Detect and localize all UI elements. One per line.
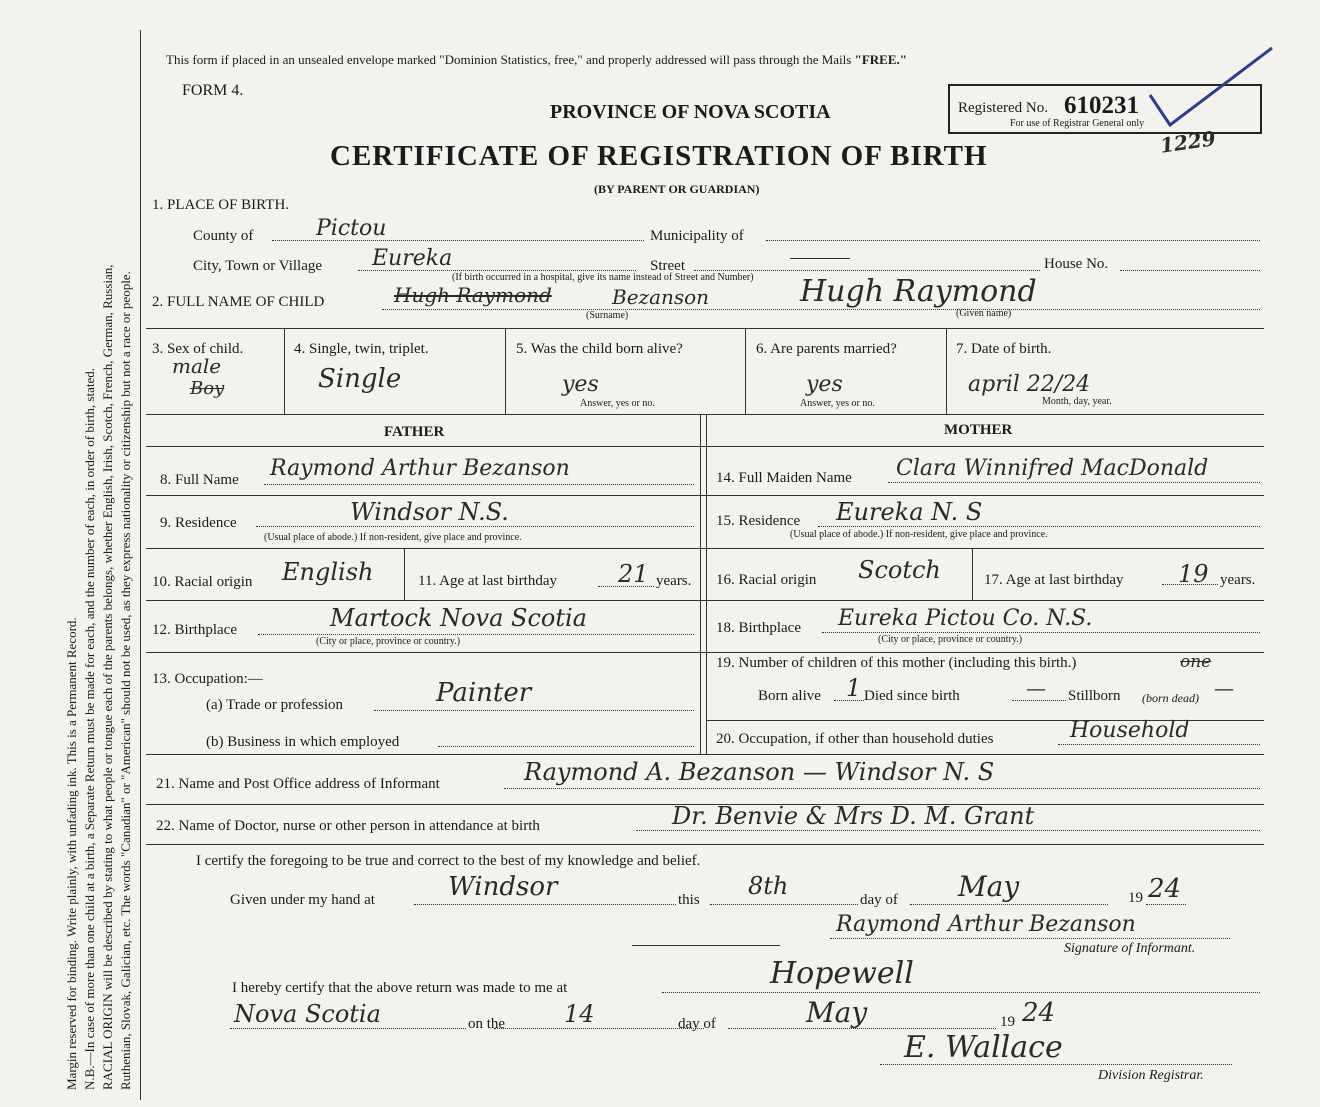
rule-p3 [146,600,1264,601]
rule-father-age [404,548,405,600]
binding-margin [0,0,140,1107]
rule-parents-divider [700,414,701,754]
county-value: Pictou [316,216,387,241]
mother-children-label: 19. Number of children of this mother (including this birth.) [716,655,1077,671]
single-label: 4. Single, twin, triplet. [294,341,429,357]
father-name-value: Raymond Arthur Bezanson [270,456,570,481]
rule-doctor [146,844,1264,845]
born-alive-value: 1 [846,674,862,702]
registrar-signature-field [880,1052,1232,1065]
sex-value: male [172,354,222,378]
father-birth-value: Martock Nova Scotia [330,604,587,632]
father-birth-label: 12. Birthplace [152,622,237,638]
given-day-value: 8th [748,872,789,900]
mother-age-label: 17. Age at last birthday [984,572,1124,588]
rule-v3 [745,328,746,414]
municipality-field [766,218,1260,241]
page-subtitle: (BY PARENT OR GUARDIAN) [594,182,760,196]
registrar-province-value: Nova Scotia [234,1000,381,1028]
registrar-day-field [494,1008,704,1029]
registrar-use-note: For use of Registrar General only [1010,118,1145,129]
father-res-label: 9. Residence [160,515,237,531]
hospital-note: (If birth occurred in a hospital, give its name instead of Street and Number) [452,272,754,283]
city-field [358,248,636,271]
died-label: Died since birth [864,688,960,704]
given-label: Given under my hand at [230,892,375,908]
mother-birth-note: (City or place, province or country.) [878,634,1023,645]
father-res-note: (Usual place of abode.) If non-resident, give place and province. [264,532,522,543]
mother-age-value: 19 [1178,560,1209,588]
certify-statement: I certify the foregoing to be true and correct to the best of my knowledge and belief. [196,853,701,869]
mother-age-years: years. [1220,572,1256,588]
father-age-years: years. [656,573,692,589]
mother-heading: MOTHER [944,422,1013,438]
registrar-place-field [662,972,1260,993]
given-year-field [1146,884,1186,905]
street-field [694,248,1040,271]
father-racial-value: English [282,558,374,586]
surname-note: (Surname) [586,310,629,321]
rule-p2 [146,548,1264,549]
mother-children-struck: one [1180,652,1212,672]
sex-struck: Boy [190,378,225,399]
rule-p4 [146,652,1264,653]
form-number: FORM 4. [182,82,244,99]
doctor-label: 22. Name of Doctor, nurse or other person in attendance at birth [156,818,540,834]
father-business-label: (b) Business in which employed [206,734,400,750]
province-heading: PROVINCE OF NOVA SCOTIA [550,101,831,123]
child-surname: Bezanson [612,285,710,309]
date-label: 7. Date of birth. [956,341,1052,357]
county-field [272,218,644,241]
rule-certify-divider [632,945,780,946]
margin-rule [140,30,141,1100]
mother-racial-value: Scotch [858,556,941,584]
registrar-day-value: 14 [564,1000,595,1028]
city-label: City, Town or Village [193,258,323,274]
street-dash [790,258,850,259]
rule-v4 [946,328,947,414]
informant-label: 21. Name and Post Office address of Informant [156,776,440,792]
registrar-statement: I hereby certify that the above return was made to me at [232,980,568,996]
registrar-mark: 1229 [1158,126,1218,158]
rule-parents-bottom [146,754,1264,755]
mother-occ-value: Household [1070,718,1190,743]
rule-parents-divider-2 [706,414,707,754]
doctor-value: Dr. Benvie & Mrs D. M. Grant [672,802,1035,830]
house-label: House No. [1044,256,1109,272]
child-name-struck: Hugh Raymond [394,283,552,307]
born-alive-label: Born alive [758,688,821,704]
registrar-place-value: Hopewell [770,956,914,991]
father-birth-note: (City or place, province or country.) [316,636,461,647]
check-mark-icon [1140,40,1280,140]
this-label: this [678,892,700,908]
municipality-label: Municipality of [650,228,744,244]
date-note: Month, day, year. [1042,396,1112,407]
mother-name-value: Clara Winnifred MacDonald [896,456,1209,481]
mother-res-note: (Usual place of abode.) If non-resident, give place and province. [790,529,1048,540]
mother-name-label: 14. Full Maiden Name [716,470,852,486]
stillborn-value: — [1214,676,1234,700]
registrar-month-value: May [806,996,868,1029]
registrar-year-value: 24 [1022,998,1056,1028]
registrar-sig-label: Division Registrar. [1098,1068,1204,1083]
rule-v1 [284,328,285,414]
mother-racial-label: 16. Racial origin [716,572,817,588]
father-age-label: 11. Age at last birthday [418,573,557,589]
mail-notice-text: This form if placed in an unsealed envelope marked "Dominion Statistics, free," and properly addressed will pass through the Mails [166,52,852,67]
registered-label: Registered No. [958,100,1048,116]
rule-mother-age [972,548,973,600]
county-label: County of [193,228,254,244]
mother-birth-value: Eureka Pictou Co. N.S. [838,606,1093,631]
informant-signature: Raymond Arthur Bezanson [836,912,1136,937]
informant-signature-field [830,926,1230,939]
child-given-name: Hugh Raymond [800,274,1037,309]
mother-res-value: Eureka N. S [836,498,983,526]
father-occ-label: 13. Occupation:— [152,671,263,687]
given-month-value: May [958,870,1020,903]
father-trade-field [374,690,694,711]
place-heading: 1. PLACE OF BIRTH. [152,197,290,213]
registrar-signature: E. Wallace [904,1030,1063,1065]
mail-notice [166,52,907,68]
registrar-year-prefix: 19 [1000,1014,1015,1030]
given-year-prefix: 19 [1128,890,1143,906]
married-note: Answer, yes or no. [800,398,875,409]
alive-note: Answer, yes or no. [580,398,655,409]
registrar-dayof-label: day of [678,1016,716,1032]
mother-res-label: 15. Residence [716,513,801,529]
father-name-label: 8. Full Name [160,472,239,488]
date-value: april 22/24 [968,372,1091,397]
rule-v2 [505,328,506,414]
father-business-field [438,726,694,747]
father-trade-label: (a) Trade or profession [206,697,344,713]
onthe-label: on the [468,1016,506,1032]
given-place-value: Windsor [448,872,558,902]
street-label: Street [650,258,685,274]
mother-birth-label: 18. Birthplace [716,620,801,636]
given-note: (Given name) [956,308,1012,319]
mail-notice-free: "FREE." [854,52,907,67]
margin-note-3: RACIAL ORIGIN will be described by stating to what people or tongue each of the parents belongs, whether English, Irish, Scotch, French, German, Russian, [100,264,115,1090]
stillborn-label: Stillborn [1068,688,1121,704]
city-value: Eureka [372,246,453,271]
margin-note-1: Margin reserved for binding. Write plainly, with unfading ink. This is a Permanent Record. [64,617,79,1090]
single-value: Single [318,364,402,394]
father-trade-value: Painter [436,678,532,708]
father-res-value: Windsor N.S. [350,498,509,526]
rule-p1 [146,495,1264,496]
married-value: yes [806,372,843,397]
rule-parents-top [146,446,1264,447]
house-field [1120,248,1260,271]
father-racial-label: 10. Racial origin [152,574,253,590]
registered-number: 610231 [1064,92,1139,119]
child-name-label: 2. FULL NAME OF CHILD [152,294,325,310]
rule-row3-top [146,328,1264,329]
margin-note-2: N.B.—In case of more than one child at a birth, a Separate Return must be made for each, and the number of each, in order of birth, stated. [82,368,97,1090]
informant-value: Raymond A. Bezanson — Windsor N. S [524,758,995,786]
married-label: 6. Are parents married? [756,341,897,357]
alive-label: 5. Was the child born alive? [516,341,683,357]
died-value: — [1026,676,1046,700]
rule-row3-bottom [146,414,1264,415]
given-year-value: 24 [1148,874,1182,904]
informant-sig-label: Signature of Informant. [1064,941,1196,956]
stillborn-note: (born dead) [1142,691,1199,705]
dayof-label: day of [860,892,898,908]
sex-label: 3. Sex of child. [152,341,244,357]
father-heading: FATHER [384,424,445,440]
mother-occ-label: 20. Occupation, if other than household duties [716,731,994,747]
alive-value: yes [562,372,599,397]
page-title: CERTIFICATE OF REGISTRATION OF BIRTH [330,140,988,172]
margin-note-4: Ruthenian, Slovak, Galician, etc. The words "Canadian" or "American" should not be used, as they express nationality or citizenship but not a race or people. [118,271,133,1090]
father-age-value: 21 [618,560,649,588]
